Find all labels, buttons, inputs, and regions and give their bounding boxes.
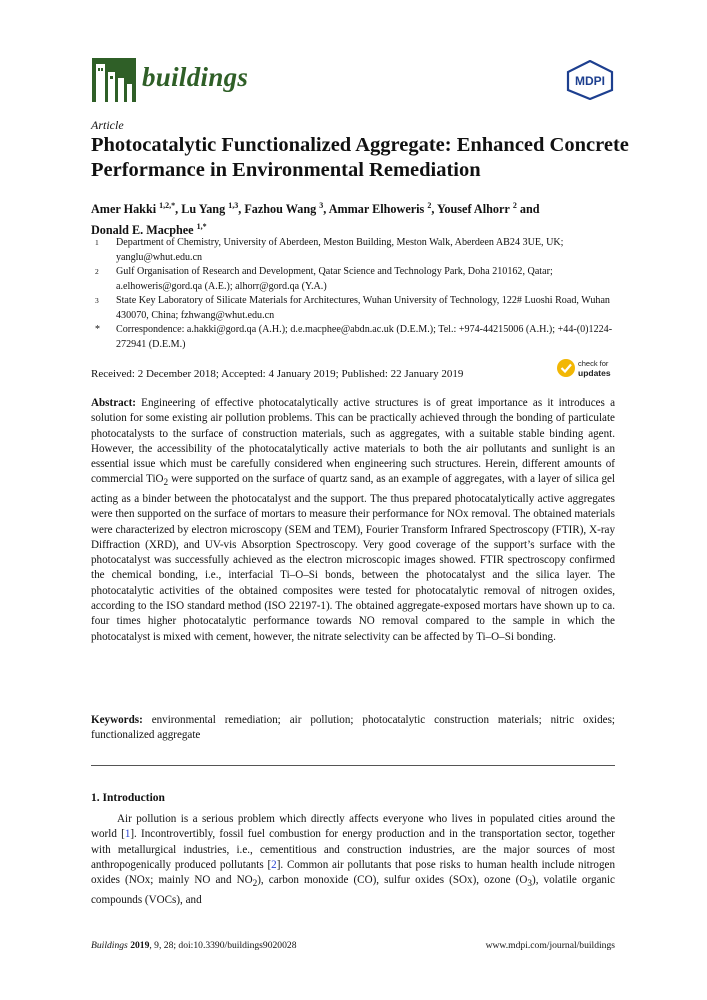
abstract-subscript: 2 xyxy=(163,478,169,489)
affiliation-number: 2 xyxy=(95,267,99,276)
footer-citation xyxy=(91,940,297,951)
mdpi-logo-icon[interactable] xyxy=(566,60,614,100)
affiliation-number: 3 xyxy=(95,296,99,305)
article-type: Article xyxy=(91,118,124,132)
abstract xyxy=(91,396,615,645)
author-corresp-mark: * xyxy=(171,201,176,210)
author-corresp-mark: * xyxy=(202,222,207,232)
footer-url[interactable]: www.mdpi.com/journal/buildings xyxy=(485,940,615,951)
check-updates-line1: check for xyxy=(578,359,609,368)
buildings-logo-icon xyxy=(92,58,136,102)
keywords-label: Keywords: xyxy=(91,714,143,726)
author: Fazhou Wang xyxy=(244,202,317,217)
affiliation-3 xyxy=(91,294,621,324)
affiliation-number: 1 xyxy=(95,238,99,247)
footer-doi: , 9, 28; doi:10.3390/buildings9020028 xyxy=(149,940,297,951)
subscript: 2 xyxy=(252,879,258,890)
keywords xyxy=(91,713,615,744)
article-title: Photocatalytic Functionalized Aggregate: Enhanced Concrete Performance in Environmental Remediation xyxy=(91,134,629,181)
author-affil: 1,2, xyxy=(159,201,172,210)
citation-link[interactable]: 1 xyxy=(124,828,131,841)
author: Amer Hakki xyxy=(91,202,157,217)
section-divider xyxy=(91,765,615,766)
section-heading: 1. Introduction xyxy=(91,792,165,804)
check-for-updates-badge[interactable] xyxy=(556,356,616,380)
author-affil: 2 xyxy=(427,201,432,210)
affiliation-text: State Key Laboratory of Silicate Materials for Architectures, Wuhan University of Technology, 122# Luoshi Road, Wuhan 430070, China; fzhwang@whut.edu.cn xyxy=(116,295,610,321)
author-affil: 2 xyxy=(512,201,517,210)
mdpi-label: MDPI xyxy=(575,74,605,88)
author: Donald E. Macphee xyxy=(91,223,194,238)
abstract-label: Abstract: xyxy=(91,397,136,409)
abstract-text: Engineering of effective photocatalytically active structures is of great importance as it introduces a solution for some existing air pollution problems. This can be practically achieved through the bonding of particulate photocatalysts to the surface of construction materials, such as aggregates, with a suitable stable binding agent. However, the accessibility of the photocatalytically active materials to both the air pollutants and sunlight is an essential issue which must be carefully considered when engineering such structures. Herein, different amounts of commercial TiO xyxy=(91,397,615,486)
footer-journal: Buildings xyxy=(91,940,128,951)
journal-name: buildings xyxy=(142,62,249,92)
citation-link[interactable]: 2 xyxy=(271,858,277,871)
publication-dates: Received: 2 December 2018; Accepted: 4 January 2019; Published: 22 January 2019 xyxy=(91,368,464,380)
author-list: Amer Hakki $^{1,2,*}$, Lu Yang $^{1,3}$, Fazhou Wang $^3$, Ammar Elhoweris $^2$, Yousef Alhorr $^2$ and Donald E. Macphee $^{1,*}$ xyxy=(91,201,540,238)
introduction-paragraph: Air pollution is a serious problem which directly affects everyone who lives in populated cities around the world [1]. Incontrovertibly, fossil fuel combustion for energy production and in the transportation sector, together with metallurgical industries, i.e., cementitious and construction industries, are the major sources of most anthropogenically produced pollutants [2]. Common air pollutants that pose risks to human health include nitrogen oxides (NOx; mainly NO and $NO_2$), carbon monoxide (CO), sulfur oxides (SOx), ozone $(O_3)$, volatile organic compounds (VOCs), and xyxy=(91,813,615,906)
abstract-text-cont: were supported on the surface of quartz sand, as an example of aggregates, with a layer of silica gel acting as a binder between the photocatalyst and the support. The thus prepared photocatalytically active aggregates were then supported on the surface of mortars to measure their performance for NOx removal. The obtained materials were characterized by electron microscopy (SEM and TEM), Fourier Transform Infrared Spectroscopy (FTIR), X-ray Diffraction (XRD), and UV-vis Absorption Spectroscopy. Very good coverage of the support’s surface with the photocatalyst was successfully achieved as the electron microscopic images showed. FTIR spectroscopy confirmed the chemical bonding, i.e., interfacial Ti–O–Si bonds, between the photocatalyst and the silica layer. The photocatalytic activities of the obtained composites were tested for photocatalytic removal of nitrogen oxides, according to the ISO standard method (ISO 22197-1). The obtained aggregate-exposed mortars have shown up to ca. four times higher photocatalytic performance towards NO removal compared to the sample in which the photocatalyst is mixed with cement, however, the nitrate selectivity can be affected by Ti–O–Si bonding. xyxy=(91,473,615,643)
affiliation-text: Gulf Organisation of Research and Development, Qatar Science and Technology Park, Doha 210162, Qatar; a.elhoweris@gord.qa (A.E.); alhorr@gord.qa (Y.A.) xyxy=(116,266,553,292)
author-affil: 1,3 xyxy=(228,201,239,210)
check-updates-line2: updates xyxy=(578,368,611,378)
affiliation-text: Department of Chemistry, University of Aberdeen, Meston Building, Meston Walk, Aberdeen AB24 3UE, UK; yanglu@whut.edu.cn xyxy=(116,237,564,263)
affiliation-2 xyxy=(91,265,621,295)
correspondence xyxy=(91,323,621,353)
author: Yousef Alhorr xyxy=(436,202,510,217)
author-affil: 1, xyxy=(196,222,203,232)
keywords-text: environmental remediation; air pollution; photocatalytic construction materials; nitric oxides; functionalized aggregate xyxy=(91,714,615,742)
footer-year: 2019 xyxy=(130,940,150,951)
author-affil: 3 xyxy=(319,201,324,210)
affiliation-number: * xyxy=(95,324,100,335)
affiliation-text: Correspondence: a.hakki@gord.qa (A.H.); d.e.macphee@abdn.ac.uk (D.E.M.); Tel.: +974-44215006 (A.H.); +44-(0)1224-272941 (D.E.M.) xyxy=(116,324,613,350)
author: Lu Yang xyxy=(181,202,226,217)
subscript: 3 xyxy=(527,879,533,890)
affiliation-1 xyxy=(91,236,621,266)
author: Ammar Elhoweris xyxy=(328,202,425,217)
